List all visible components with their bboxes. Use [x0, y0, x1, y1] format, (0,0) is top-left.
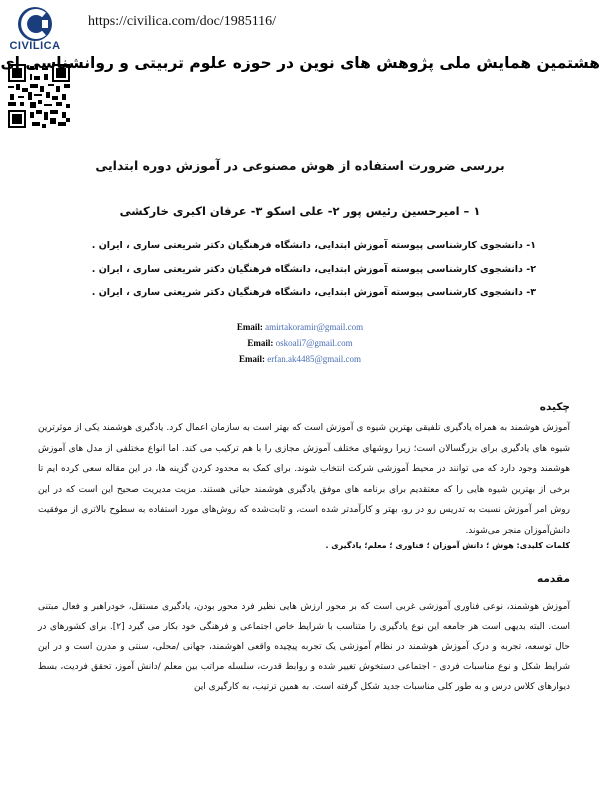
affiliation-3: ۳- دانشجوی کارشناسی پیوسته آموزش ابتدایی، دانشگاه فرهنگیان دکتر شریعتی ساری ، ایران . [91, 287, 536, 298]
affiliation-2: ۲- دانشجوی کارشناسی پیوسته آموزش ابتدایی، دانشگاه فرهنگیان دکتر شریعتی ساری ، ایران . [91, 264, 536, 275]
qr-code-icon [8, 64, 70, 128]
email-line-2 [0, 335, 600, 351]
email-label: Email: [236, 322, 263, 332]
paper-authors: ۱ – امیرحسین رئیس پور ۲- علی اسکو ۳- عرفان اکبری خارکشی [119, 204, 481, 218]
affiliation-1: ۱- دانشجوی کارشناسی پیوسته آموزش ابتدایی، دانشگاه فرهنگیان دکتر شریعتی ساری ، ایران . [91, 240, 536, 251]
email-link[interactable]: amirtakoramir@gmail.com [265, 322, 364, 332]
document-url[interactable]: https://civilica.com/doc/1985116/ [88, 14, 277, 29]
abstract-text: آموزش هوشمند به همراه یادگیری تلفیقی بهترین شیوه ی آموزش است که بهتر است به سازمان اعمال کرد. یادگیری هوشمند یکی از موثرترین شیوه های یادگیری برای بزرگسالان است؛ زیرا روشهای مختلف آموزش مجازی را با هم ترکیب می کند. اما انواع مختلفی از مدل های آموزش هوشمند وجود دارد که می توانند در محیط آموزشی شرکت انتخاب شوند. برای کمک به محدود کردن گزینه ها، در این مقاله سعی کرده ایم تا برخی از بهترین شیوه هایی را که معتقدیم برای برنامه های موفق یادگیری هوشمند حیاتی هستند. مزیت مدیریت صحیح این است که در این روش امر آموزش نسبت به تدریس رو در رو، بهتر و کارآمدتر شده است، و ثابت‌شده که روش‌های مورد استفاده به سطوح بالاتری از موفقیت دانش‌آموزان منجر می‌شوند. [38, 423, 570, 536]
conference-title: هشتمین همایش ملی پژوهش های نوین در حوزه علوم تربیتی و روانشناسی ای [0, 54, 600, 72]
email-line-3 [0, 351, 600, 367]
intro-text: آموزش هوشمند، نوعی فناوری آموزشی غربی است که بر محور ارزش هایی نظیر فرد محور بودن، یادگیری مستقل، خودراهبر و فعال مبتنی است. البته بدیهی است هر جامعه این نوع یادگیری را متناسب با شرایط خاص اجتماعی و فرهنگی خود بکار می گیرد [۲]. برای کشورهای در حال توسعه، تجربه و درک آموزش هوشمند در نظام آموزشی یک تجربه پیچیده واقعی اهوشمند، جهانی /محلی، سنتی و مدرن است و در این شرایط شکل و نوع مناسبات فردی - اجتماعی دستخوش تغییر شده و روابط قدرت، سلسله مراتب بین معلم /دانش آموز، تحقق فردیت، بسط دیوارهای کلاس درس و به طور کلی مناسبات جدید شکل گرفته است. به همین ترتیب، به کارگیری این [38, 602, 570, 692]
abstract-heading: چکیده [539, 401, 570, 413]
email-label: Email: [238, 354, 265, 364]
abstract-body [38, 418, 570, 541]
email-label: Email: [247, 338, 274, 348]
email-link[interactable]: oskoali7@gmail.com [275, 338, 353, 348]
email-block [0, 319, 600, 367]
email-line-1 [0, 319, 600, 335]
intro-heading: مقدمه [537, 573, 570, 585]
keywords: کلمات کلیدی: هوش ؛ دانش آموزان ؛ فناوری ؛ معلم؛ یادگیری . [325, 541, 570, 550]
intro-body [38, 597, 570, 697]
paper-title: بررسی ضرورت استفاده از هوش مصنوعی در آموزش دوره ابتدایی [95, 158, 505, 173]
email-link[interactable]: erfan.ak4485@gmail.com [267, 354, 361, 364]
logo-text: CIVILICA [9, 40, 61, 52]
